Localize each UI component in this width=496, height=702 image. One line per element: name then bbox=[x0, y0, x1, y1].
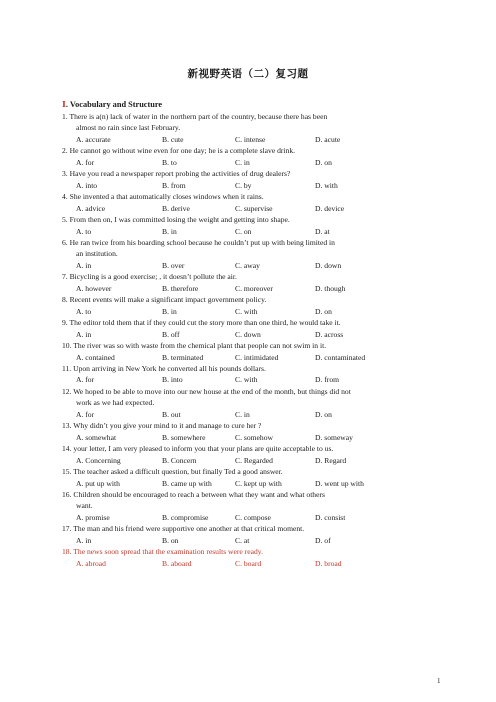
question-text: 16. Children should be encouraged to reach a between what they want and what others bbox=[62, 489, 325, 499]
question-item bbox=[62, 145, 437, 168]
answer-option: C. board bbox=[235, 558, 262, 568]
answer-option: B. therefore bbox=[162, 283, 199, 293]
answer-option: C. on bbox=[235, 226, 252, 236]
answer-options bbox=[62, 260, 437, 271]
answer-option: D. Regard bbox=[315, 455, 347, 465]
answer-option: B. on bbox=[162, 535, 179, 545]
question-text: 10. The river was so with waste from the chemical plant that people can not swim in it. bbox=[62, 341, 327, 351]
question-item bbox=[62, 191, 437, 214]
answer-option: B. terminated bbox=[162, 352, 204, 362]
question-item bbox=[62, 168, 437, 191]
answer-option: B. compromise bbox=[162, 512, 209, 522]
answer-option: B. from bbox=[162, 180, 186, 190]
answer-option: B. aboard bbox=[162, 558, 192, 568]
answer-option: C. intense bbox=[235, 134, 266, 144]
answer-option: D. acute bbox=[315, 134, 341, 144]
answer-option: D. on bbox=[315, 409, 332, 419]
answer-option: C. away bbox=[235, 260, 260, 270]
answer-options bbox=[62, 203, 437, 214]
answer-option: D. device bbox=[315, 203, 345, 213]
answer-option: B. in bbox=[162, 226, 177, 236]
answer-option: C. in bbox=[235, 409, 250, 419]
question-item bbox=[62, 340, 437, 363]
question-text: 11. Upon arriving in New York he converted all his pounds dollars. bbox=[62, 363, 266, 373]
question-text: 5. From then on, I was committed losing the weight and getting into shape. bbox=[62, 215, 290, 225]
answer-option: B. over bbox=[162, 260, 185, 270]
answer-option: C. with bbox=[235, 375, 258, 385]
section-label: . Vocabulary and Structure bbox=[65, 100, 163, 109]
answer-option: D. across bbox=[315, 329, 344, 339]
answer-option: D. consist bbox=[315, 512, 346, 522]
answer-option: C. down bbox=[235, 329, 261, 339]
question-text: want. bbox=[76, 501, 93, 511]
section-marker: Ⅰ bbox=[62, 100, 66, 109]
answer-options bbox=[62, 226, 437, 237]
answer-option: D. of bbox=[315, 535, 331, 545]
page-title: 新视野英语（二）复习题 bbox=[187, 68, 309, 80]
answer-option: B. out bbox=[162, 409, 181, 419]
question-text: 13. Why didn’t you give your mind to it and manage to cure her ? bbox=[62, 421, 262, 431]
answer-option: A. put up with bbox=[76, 478, 120, 488]
answer-option: B. Concern bbox=[162, 455, 197, 465]
answer-option: D. though bbox=[315, 283, 346, 293]
answer-options bbox=[62, 329, 437, 340]
answer-option: A. somewhat bbox=[76, 432, 117, 442]
answer-option: A. into bbox=[76, 180, 98, 190]
question-item bbox=[62, 546, 437, 569]
answer-option: C. somehow bbox=[235, 432, 273, 442]
question-item bbox=[62, 271, 437, 294]
answer-option: D. from bbox=[315, 375, 340, 385]
answer-option: C. moreover bbox=[235, 283, 273, 293]
question-text: 9. The editor told them that if they could cut the story more than one third, he would take it. bbox=[62, 318, 341, 328]
answer-option: C. with bbox=[235, 306, 258, 316]
question-item bbox=[62, 237, 437, 271]
answer-options bbox=[62, 432, 437, 443]
question-list bbox=[62, 111, 437, 569]
answer-options bbox=[62, 157, 437, 168]
answer-options bbox=[62, 374, 437, 385]
answer-option: D. on bbox=[315, 306, 332, 316]
answer-options bbox=[62, 558, 437, 569]
answer-options bbox=[62, 535, 437, 546]
question-text: 17. The man and his friend were supportive one another at that critical moment. bbox=[62, 524, 305, 534]
question-text: an institution. bbox=[76, 249, 118, 259]
question-text: 7. Bicycling is a good exercise; , it doesn’t pollute the air. bbox=[62, 272, 237, 282]
answer-option: B. off bbox=[162, 329, 180, 339]
answer-option: A. for bbox=[76, 409, 95, 419]
answer-option: C. at bbox=[235, 535, 250, 545]
question-item bbox=[62, 443, 437, 466]
question-item bbox=[62, 466, 437, 489]
answer-option: B. came up with bbox=[162, 478, 212, 488]
question-item bbox=[62, 294, 437, 317]
answer-option: A. for bbox=[76, 157, 95, 167]
answer-option: B. to bbox=[162, 157, 177, 167]
question-item bbox=[62, 489, 437, 523]
answer-option: C. in bbox=[235, 157, 250, 167]
answer-options bbox=[62, 180, 437, 191]
answer-option: D. broad bbox=[315, 558, 342, 568]
answer-option: A. in bbox=[76, 535, 92, 545]
question-text: 8. Recent events will make a significant impact government policy. bbox=[62, 295, 267, 305]
answer-option: B. in bbox=[162, 306, 177, 316]
answer-option: A. to bbox=[76, 226, 92, 236]
question-text: 4. She invented a that automatically closes windows when it rains. bbox=[62, 192, 264, 202]
answer-options bbox=[62, 306, 437, 317]
answer-options bbox=[62, 512, 437, 523]
question-text: 14. your letter, I am very pleased to inform you that your plans are quite acceptable to us. bbox=[62, 444, 334, 454]
question-text: 2. He cannot go without wine even for one day; he is a complete slave drink. bbox=[62, 146, 296, 156]
answer-options bbox=[62, 134, 437, 145]
answer-option: D. someway bbox=[315, 432, 353, 442]
question-item bbox=[62, 420, 437, 443]
answer-options bbox=[62, 409, 437, 420]
answer-option: C. supervise bbox=[235, 203, 273, 213]
answer-option: D. on bbox=[315, 157, 332, 167]
answer-option: A. advice bbox=[76, 203, 106, 213]
answer-option: B. cute bbox=[162, 134, 184, 144]
answer-option: A. for bbox=[76, 375, 95, 385]
question-item bbox=[62, 386, 437, 420]
answer-options bbox=[62, 352, 437, 363]
answer-option: C. kept up with bbox=[235, 478, 282, 488]
answer-option: A. accurate bbox=[76, 134, 111, 144]
answer-option: A. promise bbox=[76, 512, 110, 522]
answer-option: D. went up with bbox=[315, 478, 364, 488]
page-number: 1 bbox=[437, 677, 441, 685]
question-text: work as we had expected. bbox=[76, 398, 155, 408]
question-text: almost no rain since last February. bbox=[76, 123, 181, 133]
question-item bbox=[62, 523, 437, 546]
answer-option: A. abroad bbox=[76, 558, 106, 568]
answer-option: D. with bbox=[315, 180, 338, 190]
answer-option: B. derive bbox=[162, 203, 190, 213]
answer-option: A. however bbox=[76, 283, 112, 293]
question-text: 12. We hoped to be able to move into our new house at the end of the month, but things did not bbox=[62, 386, 351, 396]
answer-option: D. at bbox=[315, 226, 330, 236]
answer-option: C. compose bbox=[235, 512, 271, 522]
question-item bbox=[62, 214, 437, 237]
answer-option: A. to bbox=[76, 306, 92, 316]
question-text: 15. The teacher asked a difficult question, but finally Ted a good answer. bbox=[62, 467, 283, 477]
question-text: 1. There is a(n) lack of water in the northern part of the country, because there has been bbox=[62, 112, 328, 121]
question-text: 3. Have you read a newspaper report probing the activities of drug dealers? bbox=[62, 169, 291, 179]
answer-option: A. contained bbox=[76, 352, 115, 362]
section-heading bbox=[62, 99, 162, 109]
question-text: 6. He ran twice from his boarding school because he couldn’t put up with being limited in bbox=[62, 237, 335, 247]
answer-option: B. into bbox=[162, 375, 183, 385]
answer-option: B. somewhere bbox=[162, 432, 206, 442]
answer-option: D. down bbox=[315, 260, 342, 270]
answer-option: A. in bbox=[76, 260, 92, 270]
answer-options bbox=[62, 455, 437, 466]
question-text: 18. The news soon spread that the examination results were ready. bbox=[62, 547, 263, 557]
question-item bbox=[62, 111, 437, 145]
answer-options bbox=[62, 283, 437, 294]
answer-option: D. contaminated bbox=[315, 352, 366, 362]
answer-option: C. by bbox=[235, 180, 252, 190]
answer-option: C. Regarded bbox=[235, 455, 273, 465]
answer-option: C. intimidated bbox=[235, 352, 279, 362]
answer-option: A. Concerning bbox=[76, 455, 121, 465]
question-item bbox=[62, 363, 437, 386]
answer-option: A. in bbox=[76, 329, 92, 339]
question-item bbox=[62, 317, 437, 340]
answer-options bbox=[62, 478, 437, 489]
